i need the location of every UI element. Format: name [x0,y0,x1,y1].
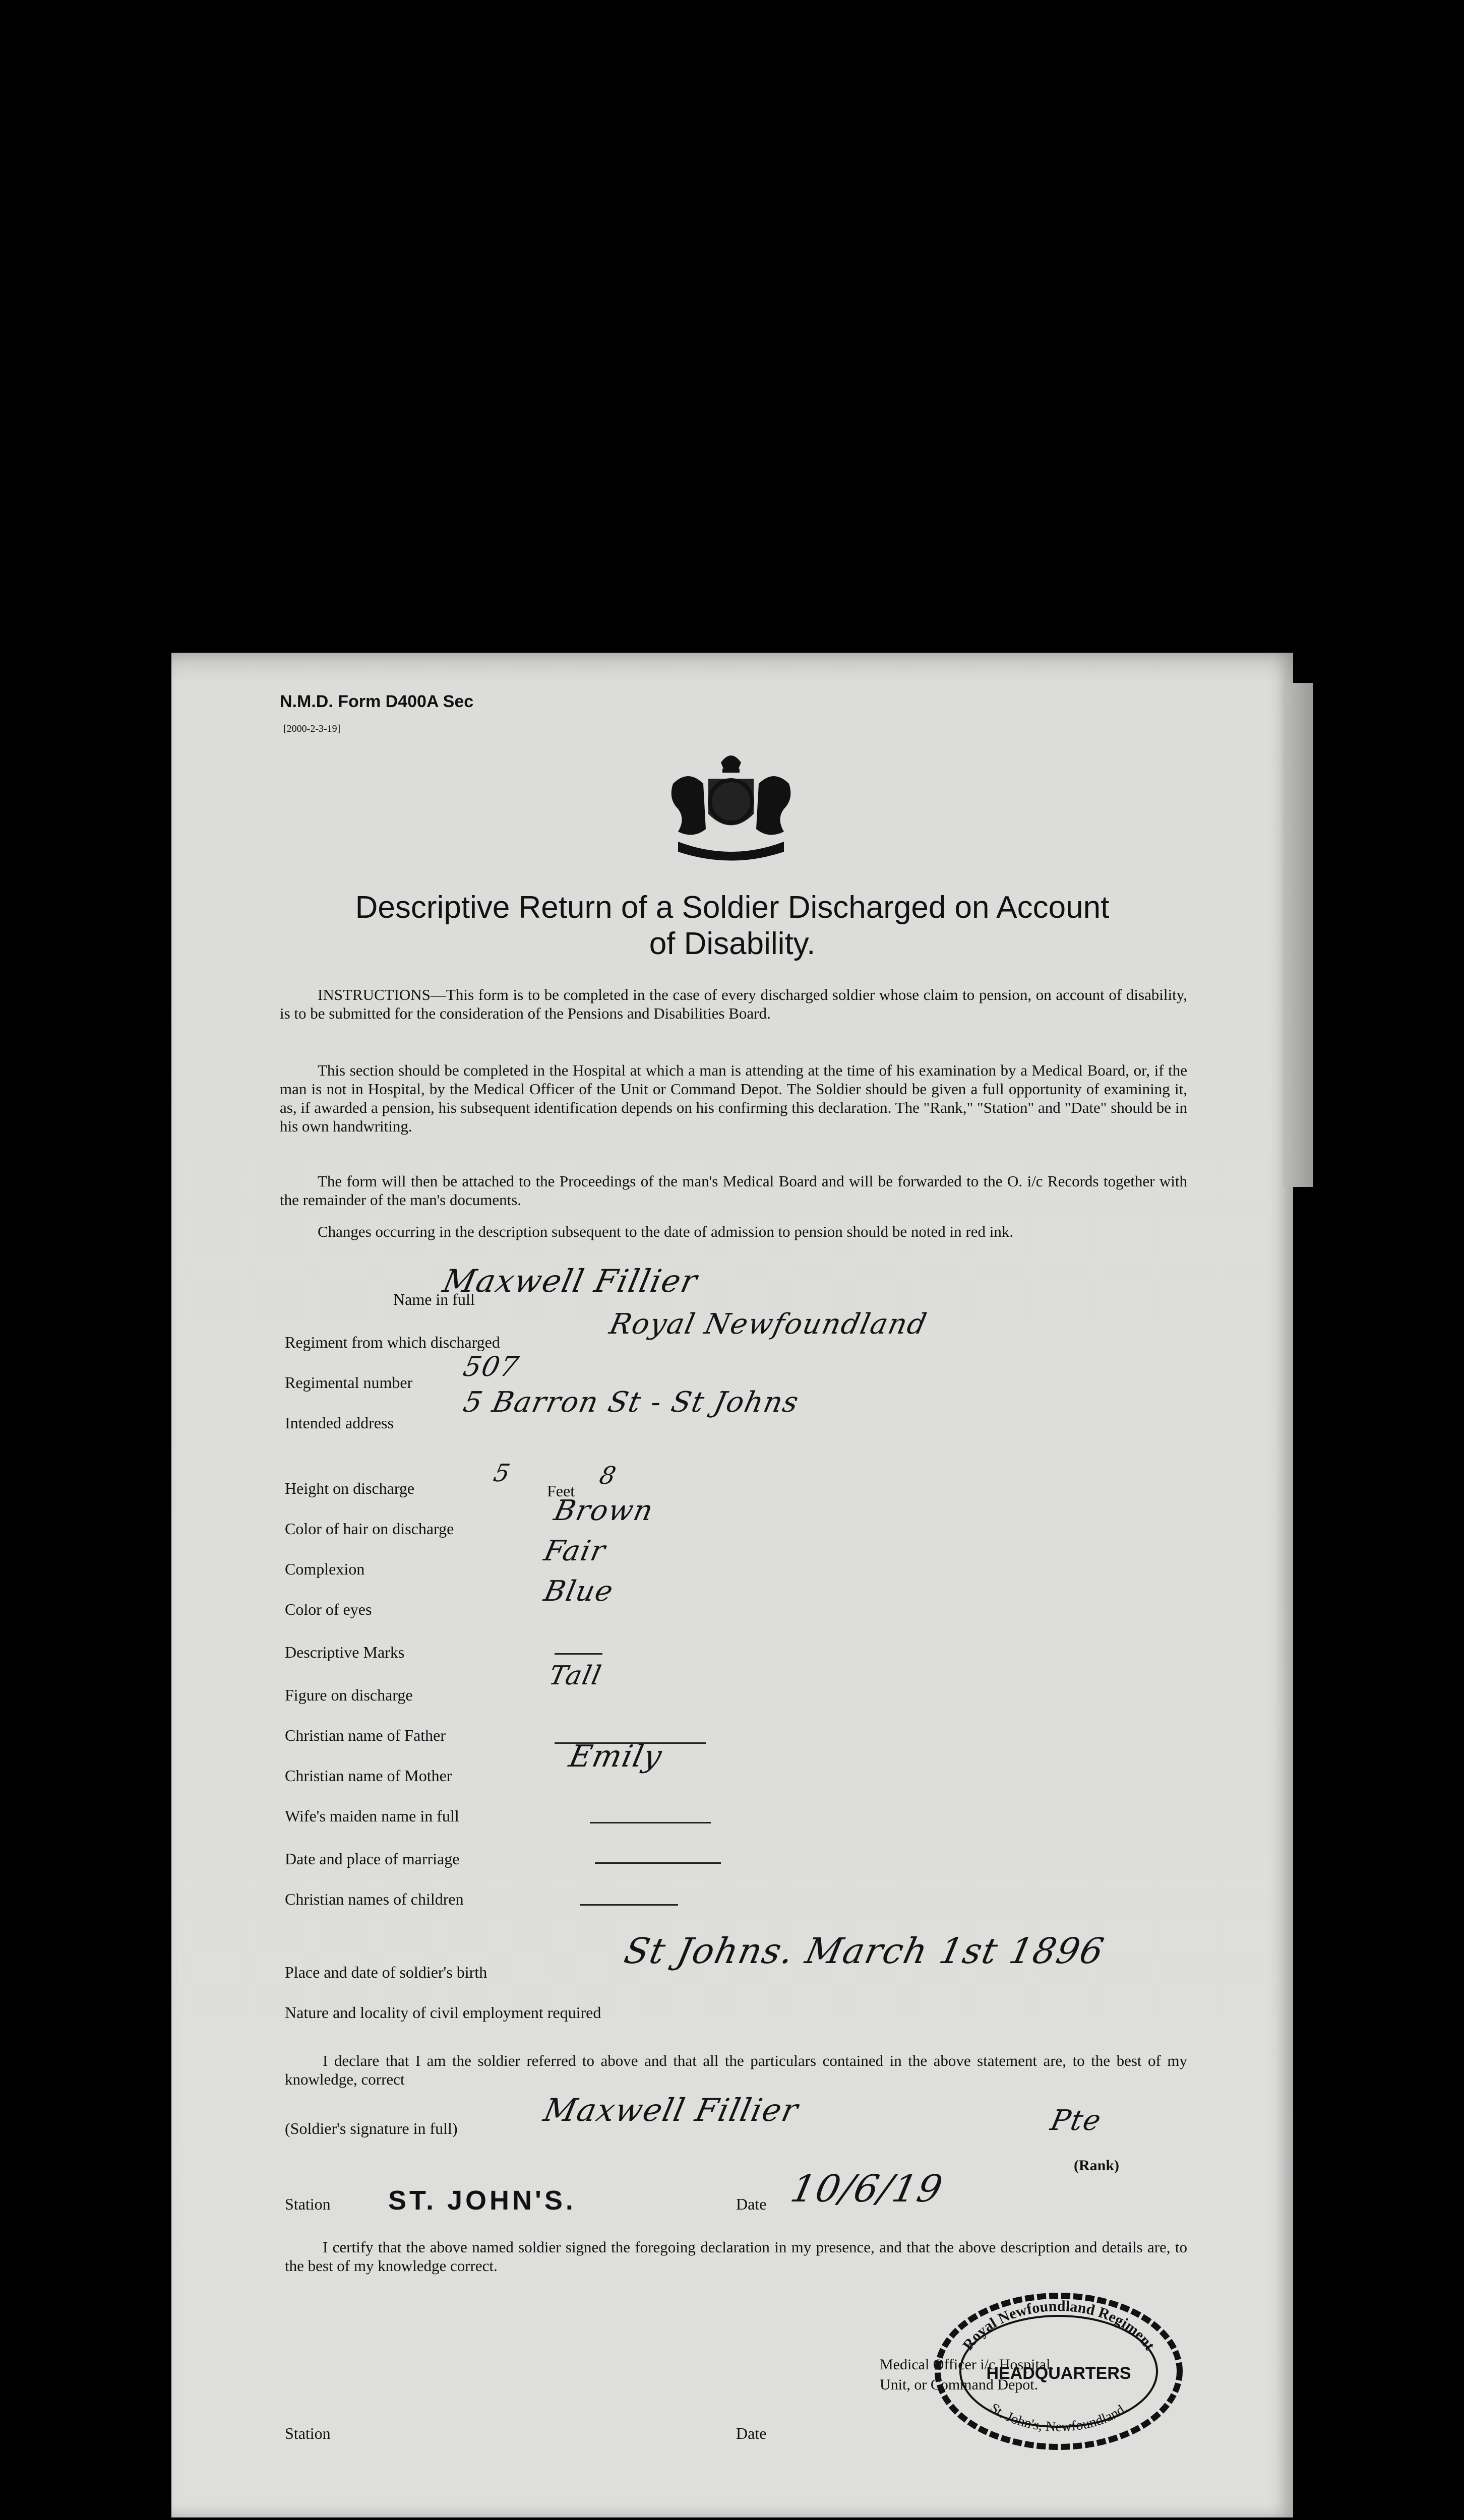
intended-address-value: 5 Barron St - St Johns [460,1386,803,1419]
hair-color-value: Brown [551,1494,657,1527]
name-value: Maxwell Fillier [440,1263,701,1299]
royal-coat-of-arms-icon [658,748,804,869]
form-title [171,890,1293,962]
stamp-bottom-text: St. John's, Newfoundland. [987,2400,1131,2435]
birth-label: Place and date of soldier's birth [285,1963,487,1981]
print-code: [2000-2-3-19] [283,723,341,734]
regimental-number-label: Regimental number [285,1373,413,1392]
figure-label: Figure on discharge [285,1686,413,1704]
marriage-label: Date and place of marriage [285,1850,460,1868]
discharge-form-page [171,653,1293,2517]
height-feet-value: 5 [491,1459,514,1487]
instructions-paragraph-4: Changes occurring in the description subsequent to the date of admission to pension should be noted in red ink. [318,1223,1014,1240]
regimental-headquarters-stamp-icon [928,2281,1190,2452]
certify-date-label: Date [736,2424,767,2442]
wife-maiden-name-blank [590,1822,711,1823]
descriptive-marks-blank [555,1653,602,1655]
svg-text:Royal Newfoundland Regiment [959,2298,1158,2353]
station-value: ST. JOHN'S. [388,2185,576,2216]
soldier-signature-value: Maxwell Fillier [540,2092,802,2128]
date-label: Date [736,2195,767,2213]
figure-value: Tall [546,1661,605,1691]
rank-value: Pte [1048,2104,1105,2137]
feet-label: Feet [547,1482,575,1500]
complexion-label: Complexion [285,1560,365,1578]
soldier-signature-label: (Soldier's signature in full) [285,2119,458,2137]
form-title-line1: Descriptive Return of a Soldier Discharged on Account [355,890,1110,925]
svg-text:St. John's, Newfoundland. [987,2400,1130,2435]
instructions-paragraph-1: INSTRUCTIONS—This form is to be completed in the case of every discharged soldier whose claim to pension, on account of disability, is to be submitted for the consideration of the Pensions and Disabilities Board. [280,986,1187,1022]
descriptive-marks-label: Descriptive Marks [285,1643,405,1661]
children-names-blank [580,1904,678,1906]
mother-name-value: Emily [566,1739,666,1774]
height-inches-value: 8 [597,1462,620,1490]
certify-station-label: Station [285,2424,331,2442]
civil-employment-label: Nature and locality of civil employment required [285,2003,601,2022]
instructions-paragraph-3: The form will then be attached to the Proceedings of the man's Medical Board and will be forwarded to the O. i/c Records together with the remainder of the man's documents. [280,1172,1187,1209]
marriage-blank [595,1862,721,1864]
birth-value: St Johns. March 1st 1896 [621,1930,1109,1972]
father-name-label: Christian name of Father [285,1726,446,1744]
station-label: Station [285,2195,331,2213]
command-depot-line: Unit, or Command Depot. [880,2376,1039,2393]
stamp-top-text: Royal Newfoundland Regiment [959,2297,1158,2354]
form-number: N.M.D. Form D400A Sec [280,692,474,711]
children-names-label: Christian names of children [285,1890,464,1908]
instructions-paragraph-2: This section should be completed in the Hospital at which a man is attending at the time of his examination by a Medical Board, or, if the man is not in Hospital, by the Medical Officer of the Unit or Command Depot. The Soldier should be given a full opportunity of examining it, as, if awarded a pension, his subsequent identification depends on his confirming this declaration. The "Rank," "Station" and "Date" should be in his own handwriting. [280,1061,1187,1135]
regimental-number-value: 507 [460,1351,522,1382]
mother-name-label: Christian name of Mother [285,1767,452,1785]
complexion-value: Fair [541,1535,609,1567]
form-title-line2: of Disability. [649,926,816,961]
regiment-value: Royal Newfoundland [606,1308,931,1341]
height-label: Height on discharge [285,1479,415,1497]
regiment-label: Regiment from which discharged [285,1333,500,1351]
declaration-text: I declare that I am the soldier referred to above and that all the particulars contained in the above statement are, to the best of my knowledge, correct [285,2052,1187,2088]
name-label: Name in full [393,1290,475,1308]
hair-color-label: Color of hair on discharge [285,1520,454,1538]
medical-officer-line: Medical Officer i/c Hospital. [880,2356,1054,2373]
wife-maiden-name-label: Wife's maiden name in full [285,1807,459,1825]
certification-text: I certify that the above named soldier signed the foregoing declaration in my presence, and that the above description and details are, to the best of my knowledge correct. [285,2238,1187,2275]
rank-label: (Rank) [1074,2157,1120,2174]
date-value: 10/6/19 [786,2167,947,2211]
eye-color-value: Blue [541,1575,617,1608]
eye-color-label: Color of eyes [285,1600,372,1618]
intended-address-label: Intended address [285,1414,394,1432]
stamp-center-text: HEADQUARTERS [986,2364,1131,2383]
